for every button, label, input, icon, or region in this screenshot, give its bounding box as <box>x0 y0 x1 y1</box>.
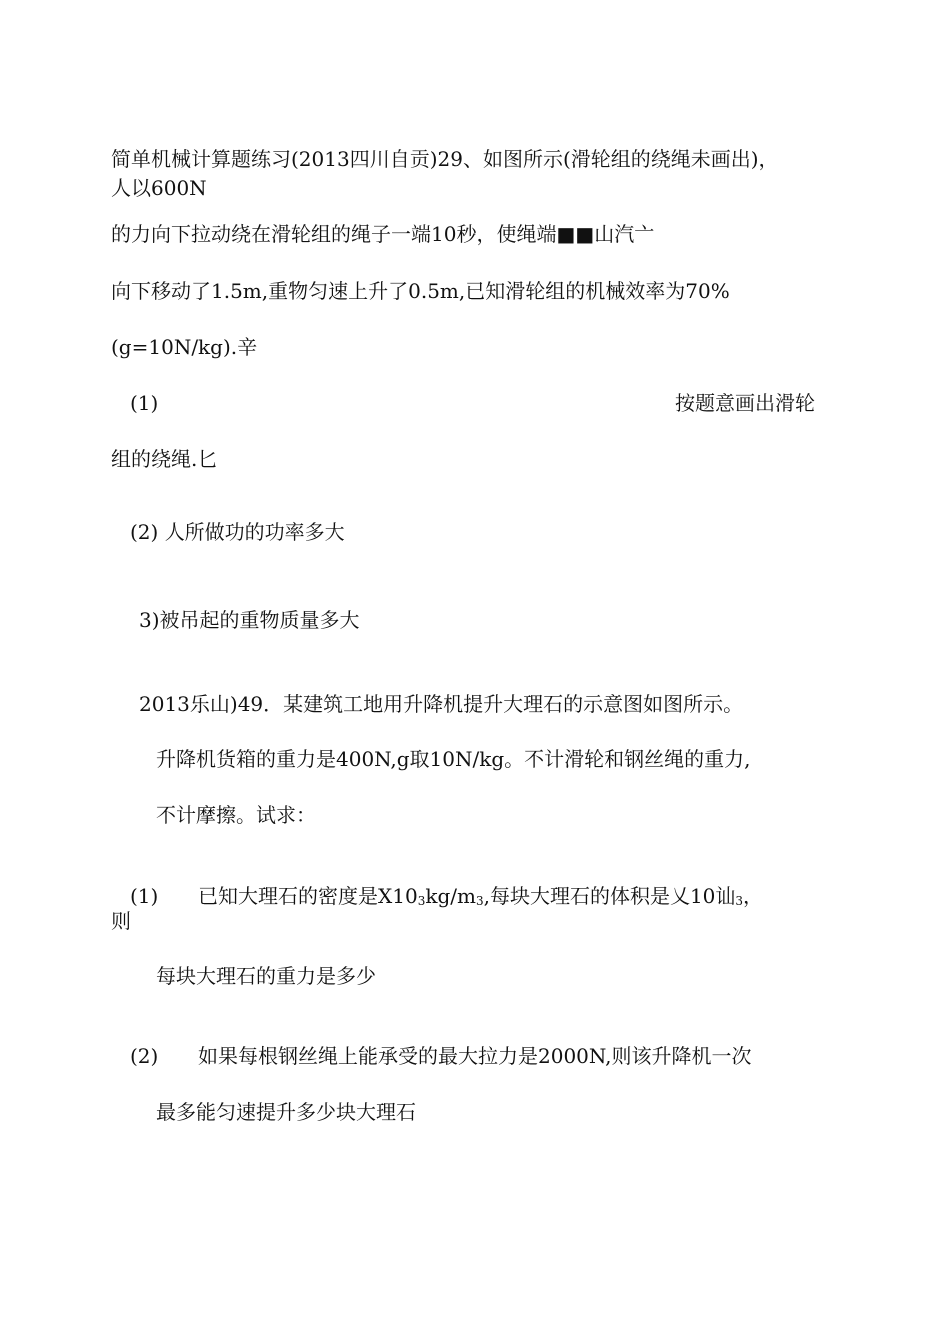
problem2-q1-text-cont: 则 <box>111 909 131 933</box>
density-unit-exponent: 3 <box>475 894 484 908</box>
problem2-q2-text: 如果每根钢丝绳上能承受的最大拉力是2000N,则该升降机一次 <box>198 1044 752 1068</box>
problem2-q1-number: (1) <box>130 884 159 908</box>
problem2-q1-part-a: 已知大理石的密度是X10 <box>198 884 418 908</box>
problem2-q2-number: (2) <box>130 1044 159 1068</box>
problem2-q2-text-cont: 最多能匀速提升多少块大理石 <box>156 1100 416 1124</box>
problem1-q3: 3)被吊起的重物质量多大 <box>139 608 360 632</box>
problem1-line1: 简单机械计算题练习(2013四川自贡)29、如图所示(滑轮组的绕绳未画出)， <box>111 147 779 171</box>
problem2-q1-line2: 每块大理石的重力是多少 <box>156 964 376 988</box>
problem2-q1-part-d: ， <box>743 884 764 908</box>
problem1-line2: 人以600N <box>111 176 207 200</box>
problem1-q1-text: 按题意画出滑轮 <box>675 391 815 415</box>
problem2-q1-part-c: ,每块大理石的体积是乂10讪 <box>483 884 736 908</box>
problem2-q1-text <box>198 883 763 914</box>
problem1-line4: 向下移动了1.5m,重物匀速上升了0.5m,已知滑轮组的机械效率为70% <box>111 279 730 303</box>
problem1-line5: (g=10N/kg).辛 <box>111 335 258 359</box>
problem1-line3: 的力向下拉动绕在滑轮组的绳子一端10秒，使绳端■■山汽亠 <box>111 222 655 246</box>
problem1-q2: (2) 人所做功的功率多大 <box>130 520 345 544</box>
problem2-line2: 升降机货箱的重力是400N,g取10N/kg。不计滑轮和钢丝绳的重力, <box>156 747 751 771</box>
problem2-line3: 不计摩擦。试求： <box>156 803 316 827</box>
density-exponent: 3 <box>417 894 426 908</box>
volume-unit-exponent: 3 <box>735 894 744 908</box>
problem1-q1-number: (1) <box>130 391 159 415</box>
problem2-line1: 2013乐山)49．某建筑工地用升降机提升大理石的示意图如图所示。 <box>139 692 744 716</box>
problem2-q1-part-b: kg/m <box>425 884 476 908</box>
problem1-q1-text-cont: 组的绕绳.匕 <box>111 447 218 471</box>
